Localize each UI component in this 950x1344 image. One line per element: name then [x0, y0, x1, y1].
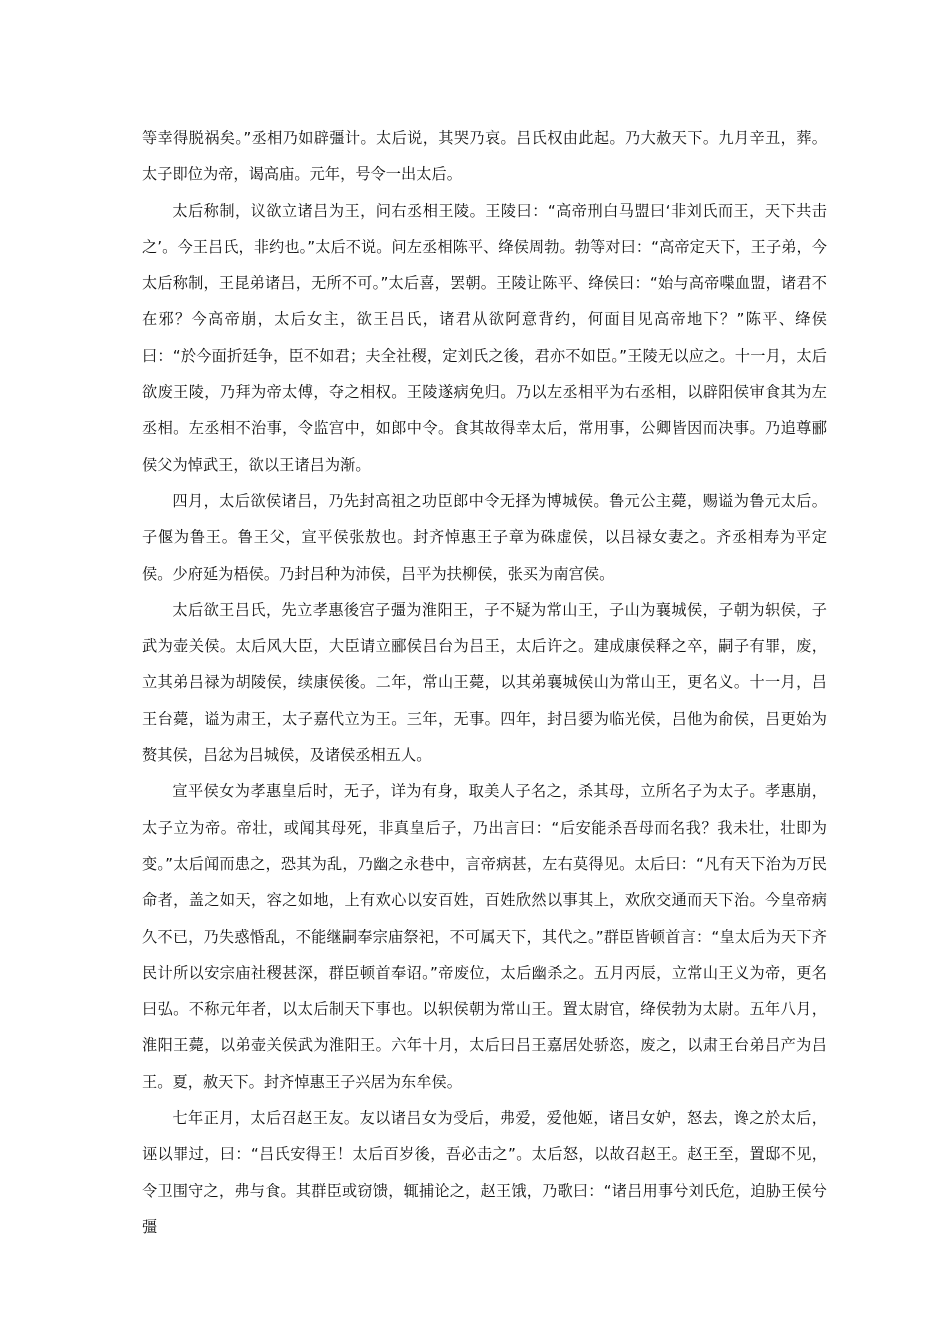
paragraph-4: 太后欲王吕氏，先立孝惠後宫子彊为淮阳王，子不疑为常山王，子山为襄城侯，子朝为轵侯，子武为壶关侯。太后风大臣，大臣请立郦侯吕台为吕王，太后许之。建成康侯释之卒，嗣子有罪，废，立其弟吕禄为胡陵侯，续康侯後。二年，常山王薨，以其弟襄城侯山为常山王，更名义。十一月，吕王台薨，谥为肃王，太子嘉代立为王。三年，无事。四年，封吕媭为临光侯，吕他为俞侯，吕更始为赘其侯，吕忿为吕城侯，及诸侯丞相五人。	[142, 600, 827, 765]
text-body	[142, 120, 827, 1245]
paragraph-3: 四月，太后欲侯诸吕，乃先封高祖之功臣郎中令无择为博城侯。鲁元公主薨，赐谥为鲁元太后。子偃为鲁王。鲁王父，宣平侯张敖也。封齐悼惠王子章为硃虚侯，以吕禄女妻之。齐丞相寿为平定侯。少府延为梧侯。乃封吕种为沛侯，吕平为扶柳侯，张买为南宫侯。	[142, 491, 827, 583]
paragraph-5: 宣平侯女为孝惠皇后时，无子，详为有身，取美人子名之，杀其母，立所名子为太子。孝惠崩，太子立为帝。帝壮，或闻其母死，非真皇后子，乃出言曰：“后安能杀吾母而名我？我未壮，壮即为变。”太后闻而患之，恐其为乱，乃幽之永巷中，言帝病甚，左右莫得见。太后曰：“凡有天下治为万民命者，盖之如天，容之如地，上有欢心以安百姓，百姓欣然以事其上，欢欣交通而天下治。今皇帝病久不已，乃失惑惛乱，不能继嗣奉宗庙祭祀，不可属天下，其代之。”群臣皆顿首言：“皇太后为天下齐民计所以安宗庙社稷甚深，群臣顿首奉诏。”帝废位，太后幽杀之。五月丙辰，立常山王义为帝，更名曰弘。不称元年者，以太后制天下事也。以轵侯朝为常山王。置太尉官，绛侯勃为太尉。五年八月，淮阳王薨，以弟壶关侯武为淮阳王。六年十月，太后曰吕王嘉居处骄恣，废之，以肃王台弟吕产为吕王。夏，赦天下。封齐悼惠王子兴居为东牟侯。	[142, 782, 827, 1091]
paragraph-6: 七年正月，太后召赵王友。友以诸吕女为受后，弗爱，爱他姬，诸吕女妒，怒去，谗之於太后，诬以罪过，曰：“吕氏安得王！太后百岁後，吾必击之”。太后怒，以故召赵王。赵王至，置邸不见，令卫围守之，弗与食。其群臣或窃馈，辄捕论之，赵王饿，乃歌曰：“诸吕用事兮刘氏危，迫胁王侯兮彊	[142, 1109, 827, 1236]
paragraph-1: 等幸得脱祸矣。”丞相乃如辟彊计。太后说，其哭乃哀。吕氏权由此起。乃大赦天下。九月辛丑，葬。太子即位为帝，谒高庙。元年，号令一出太后。	[142, 129, 827, 184]
paragraph-2: 太后称制，议欲立诸吕为王，问右丞相王陵。王陵曰：“高帝刑白马盟曰‘非刘氏而王，天下共击之’。今王吕氏，非约也。”太后不说。问左丞相陈平、绛侯周勃。勃等对曰：“高帝定天下，王子弟，今太后称制，王昆弟诸吕，无所不可。”太后喜，罢朝。王陵让陈平、绛侯曰：“始与高帝喋血盟，诸君不在邪？今高帝崩，太后女主，欲王吕氏，诸君从欲阿意背约，何面目见高帝地下？”陈平、绛侯曰：“於今面折廷争，臣不如君；夫全社稷，定刘氏之後，君亦不如臣。”王陵无以应之。十一月，太后欲废王陵，乃拜为帝太傅，夺之相权。王陵遂病免归。乃以左丞相平为右丞相，以辟阳侯审食其为左丞相。左丞相不治事，令监宫中，如郎中令。食其故得幸太后，常用事，公卿皆因而决事。乃追尊郦侯父为悼武王，欲以王诸吕为渐。	[142, 201, 827, 474]
